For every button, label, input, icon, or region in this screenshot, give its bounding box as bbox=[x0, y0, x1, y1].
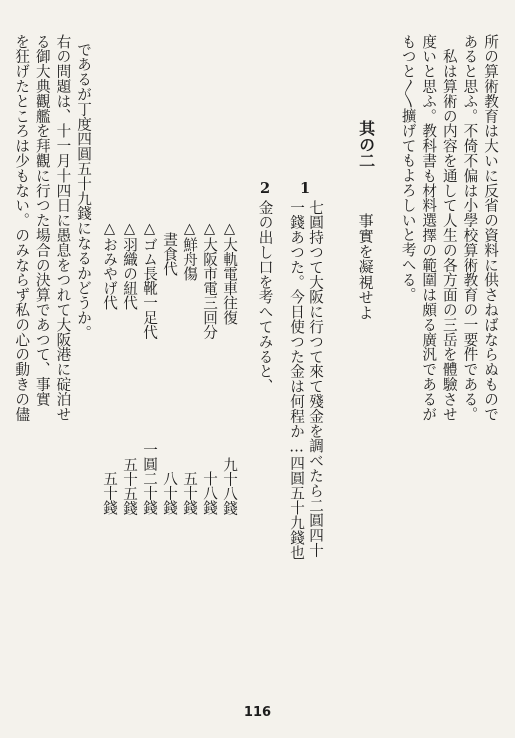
text-line: 右の問題は、十一月十四日に愚息をつれて大阪港に碇泊せ bbox=[54, 34, 72, 422]
page-number: 116 bbox=[243, 705, 272, 720]
item-2 bbox=[254, 180, 275, 197]
right-page-closing bbox=[8, 34, 93, 674]
section-heading bbox=[355, 120, 376, 169]
expense-label: △おみやげ代 bbox=[101, 220, 118, 310]
expense-row bbox=[180, 220, 200, 515]
expense-label: △大阪市電三回分 bbox=[201, 220, 218, 340]
expense-row bbox=[200, 220, 220, 515]
text-line: 金の出し口を考へてみると、 bbox=[256, 200, 274, 394]
text-line: あると思ふ。不倚不偏は小學校算術教育の一要件である。 bbox=[461, 34, 479, 422]
text-line: 私は算術の内容を通して人生の各方面の三岳を體驗させ bbox=[440, 34, 458, 422]
expense-amount: 九十八錢 bbox=[221, 456, 238, 515]
text-line: を狂げたところは少もない。のみならず私の心の動きの儘 bbox=[13, 34, 31, 422]
text-line: る御大典觀艦を拜觀に行つた場合の決算であつて、事實 bbox=[33, 34, 51, 407]
text-line: もつと〳〵擴げてもよろしいと考へる。 bbox=[399, 34, 417, 302]
section-subtitle-text: 事實を凝視せよ bbox=[356, 213, 375, 321]
item-2-intro bbox=[254, 200, 275, 394]
expense-label: △鮮舟傷 bbox=[181, 220, 198, 281]
expense-amount: 五十五錢 bbox=[121, 456, 138, 515]
section-subtitle bbox=[355, 213, 376, 320]
expense-row bbox=[220, 220, 240, 515]
right-page-continuation bbox=[400, 34, 500, 422]
expense-row bbox=[120, 220, 140, 515]
expense-amount: 一圓二十錢 bbox=[141, 442, 158, 515]
item-1-lines bbox=[285, 200, 325, 560]
text-line: 七圓持つて大阪に行つて來て殘金を調べたら二圓四十 bbox=[307, 200, 324, 558]
expense-amount: 五十錢 bbox=[101, 471, 118, 515]
text-line: 度いと思ふ。教科書も材料選擇の範圍は頗る廣汎であるが bbox=[420, 34, 438, 422]
expense-label: 晝食代 bbox=[161, 232, 178, 276]
text-line: であるが丁度四圓五十九錢になるかどうか。 bbox=[75, 42, 92, 340]
expense-amount: 八十錢 bbox=[161, 471, 178, 515]
item-1-marker: 1 bbox=[296, 180, 314, 198]
section-heading-text: 其の二 bbox=[356, 120, 376, 169]
expense-list bbox=[100, 220, 240, 515]
expense-row bbox=[100, 220, 120, 515]
item-2-marker: 2 bbox=[256, 180, 274, 198]
expense-label: △ゴム長靴一足代 bbox=[141, 220, 158, 340]
text-line: 一錢あつた。今日使つた金は何程か…四圓五十九錢也 bbox=[288, 200, 305, 560]
expense-row bbox=[160, 220, 180, 515]
expense-row bbox=[140, 220, 160, 515]
expense-label: △羽織の紐代 bbox=[121, 220, 138, 310]
expense-amount: 十八錢 bbox=[201, 471, 218, 515]
text-line: 所の算術教育は大いに反省の資料に供さねばならぬもので bbox=[482, 34, 499, 422]
expense-amount: 五十錢 bbox=[181, 471, 198, 515]
expense-label: △大軌電車往復 bbox=[221, 220, 238, 325]
item-1 bbox=[294, 180, 315, 197]
